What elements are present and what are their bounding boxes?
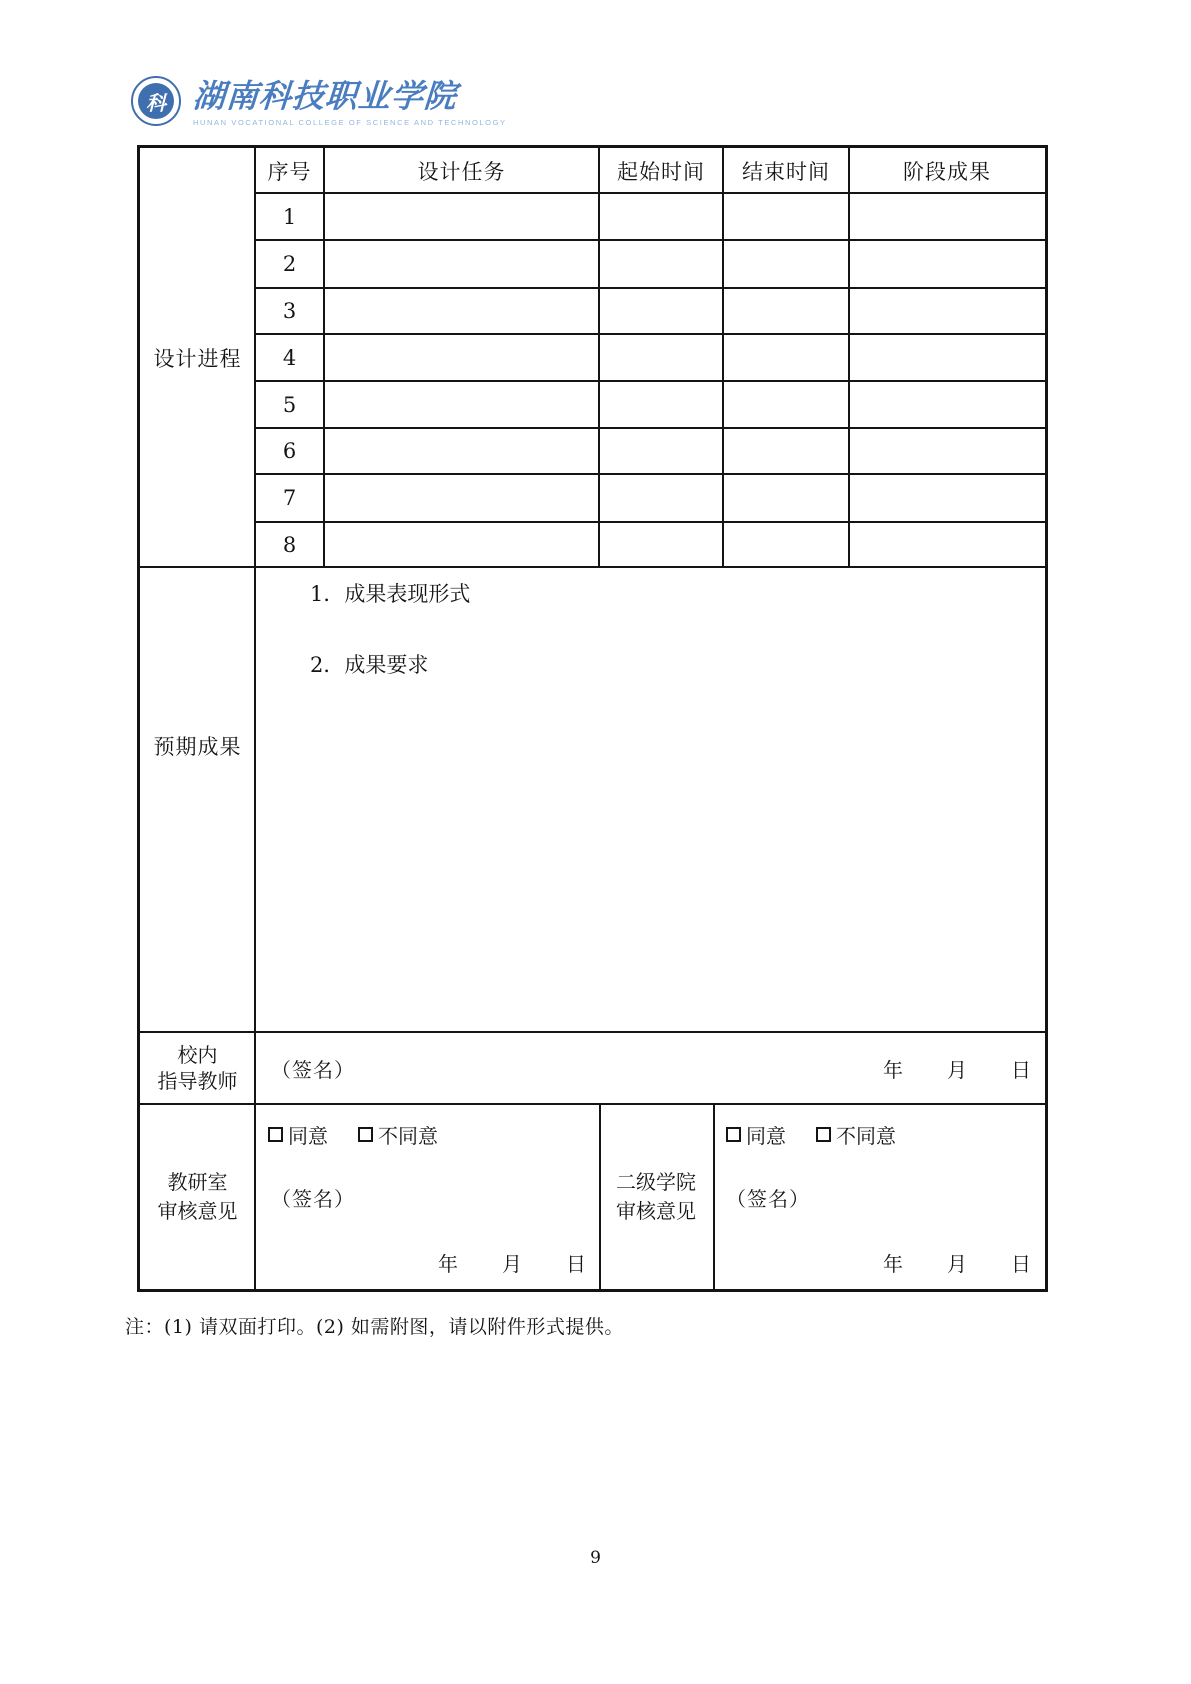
row-number: 3 xyxy=(282,299,297,323)
college-label-line1: 二级学院 xyxy=(616,1169,696,1194)
teaching-office-label-line1: 教研室 xyxy=(167,1169,228,1194)
disagree-option[interactable] xyxy=(358,1120,438,1149)
row-number: 6 xyxy=(282,439,297,463)
school-name-en: HUNAN VOCATIONAL COLLEGE OF SCIENCE AND TECHNOLOGY xyxy=(193,118,507,127)
section-label-advisor xyxy=(140,1032,255,1104)
row-number: 4 xyxy=(282,345,297,370)
date-month-label: 月 xyxy=(502,1252,522,1276)
header-end-time: 结束时间 xyxy=(742,159,830,184)
advisor-date-line xyxy=(255,1054,1045,1083)
section-label-design-progress: 设计进程 xyxy=(153,346,242,371)
page-number: 9 xyxy=(590,1548,601,1568)
teaching-office-label-line2: 审核意见 xyxy=(157,1198,238,1223)
row-number: 5 xyxy=(282,392,297,417)
agree-option[interactable] xyxy=(726,1120,786,1149)
school-logo xyxy=(131,76,507,127)
divider xyxy=(255,239,1045,241)
row-number: 8 xyxy=(282,532,297,557)
teaching-office-date-line xyxy=(255,1248,600,1277)
disagree-checkbox[interactable] xyxy=(816,1127,831,1142)
divider xyxy=(255,473,1045,475)
row-number: 2 xyxy=(282,252,297,276)
advisor-label-line2: 指导教师 xyxy=(157,1069,238,1093)
disagree-label: 不同意 xyxy=(378,1124,438,1148)
school-emblem-icon xyxy=(131,76,181,126)
college-signature-label: （签名） xyxy=(726,1187,810,1211)
divider xyxy=(255,427,1045,429)
print-note: 注：(1) 请双面打印。(2) 如需附图，请以附件形式提供。 xyxy=(125,1316,624,1338)
teaching-office-checkbox-line xyxy=(268,1120,438,1149)
divider xyxy=(255,380,1045,382)
divider xyxy=(140,1031,1045,1033)
date-year-label: 年 xyxy=(883,1252,903,1276)
agree-checkbox[interactable] xyxy=(268,1127,283,1142)
disagree-option[interactable] xyxy=(816,1120,896,1149)
date-day-label: 日 xyxy=(566,1252,586,1276)
date-day-label: 日 xyxy=(1011,1058,1031,1082)
header-start-time: 起始时间 xyxy=(617,159,705,184)
divider xyxy=(848,148,850,567)
divider xyxy=(140,1103,1045,1105)
logo-text xyxy=(193,76,507,127)
date-year-label: 年 xyxy=(883,1058,903,1082)
school-name-cn: 湖南科技职业学院 xyxy=(191,77,459,115)
expected-item-1: 1．成果表现形式 xyxy=(310,582,471,606)
agree-checkbox[interactable] xyxy=(726,1127,741,1142)
divider xyxy=(598,148,600,567)
disagree-label: 不同意 xyxy=(836,1124,896,1148)
header-design-task: 设计任务 xyxy=(417,159,506,184)
date-year-label: 年 xyxy=(438,1252,458,1276)
task-schedule-table xyxy=(137,145,1048,1292)
date-month-label: 月 xyxy=(947,1058,967,1082)
expected-item-2: 2．成果要求 xyxy=(310,653,429,677)
header-stage-result: 阶段成果 xyxy=(903,159,991,184)
disagree-checkbox[interactable] xyxy=(358,1127,373,1142)
header-serial-number: 序号 xyxy=(267,159,312,184)
emblem-glyph: 科 xyxy=(138,83,174,119)
row-number: 1 xyxy=(282,204,297,229)
advisor-label-line1: 校内 xyxy=(177,1043,218,1067)
advisor-signature-label: （签名） xyxy=(271,1058,355,1082)
college-checkbox-line xyxy=(726,1120,896,1149)
college-label-line2: 审核意见 xyxy=(616,1198,696,1223)
divider xyxy=(255,333,1045,335)
divider xyxy=(255,521,1045,523)
divider xyxy=(722,148,724,567)
date-day-label: 日 xyxy=(1011,1252,1031,1276)
agree-label: 同意 xyxy=(746,1124,786,1148)
agree-label: 同意 xyxy=(288,1124,328,1148)
college-date-line xyxy=(714,1248,1045,1277)
section-label-college xyxy=(599,1104,713,1289)
divider xyxy=(255,287,1045,289)
row-number: 7 xyxy=(282,486,297,510)
teaching-office-signature-label: （签名） xyxy=(271,1187,355,1211)
section-label-teaching-office xyxy=(140,1104,255,1289)
date-month-label: 月 xyxy=(947,1252,967,1276)
agree-option[interactable] xyxy=(268,1120,328,1149)
section-label-expected-results: 预期成果 xyxy=(153,734,242,759)
